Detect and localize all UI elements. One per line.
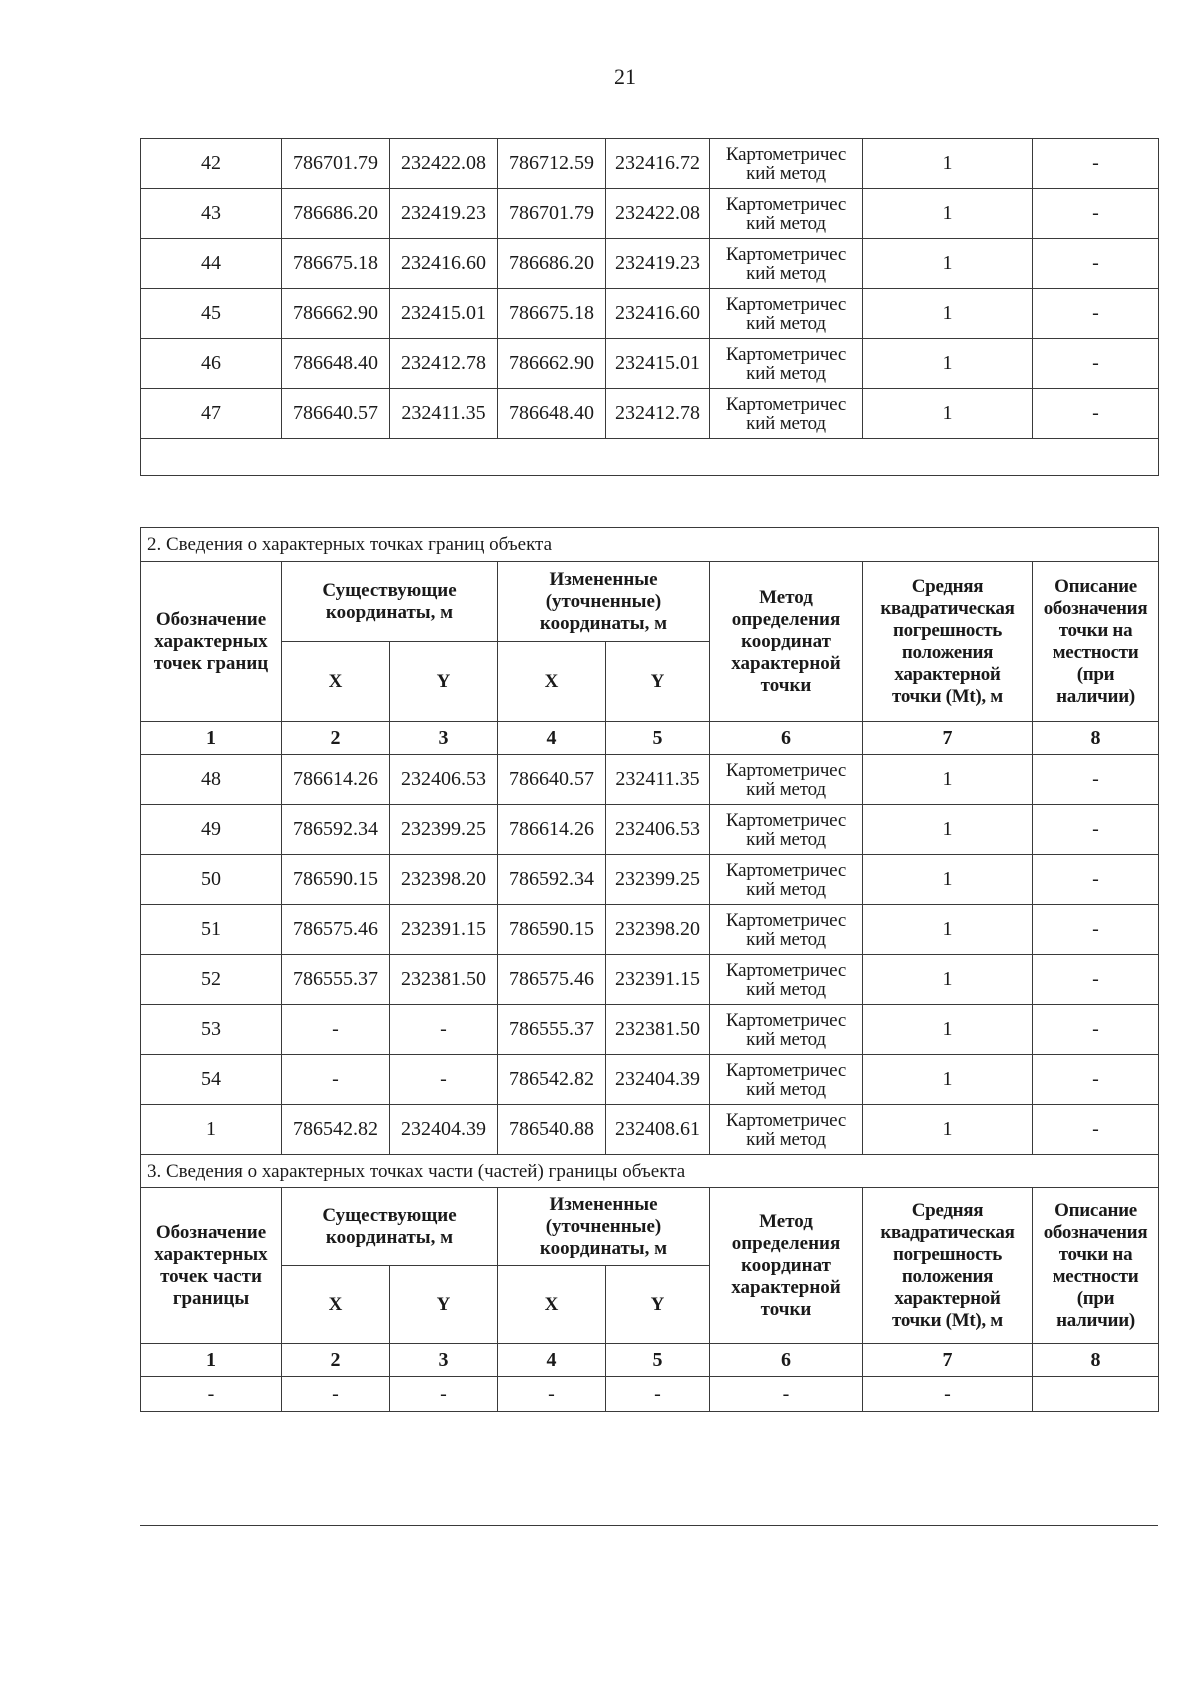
cell-method: Картометричес кий метод	[710, 239, 863, 289]
cell-desc: -	[1033, 1005, 1159, 1055]
header-y-changed: Y	[606, 642, 710, 722]
table-cell: -	[710, 1377, 863, 1412]
cell-point: 45	[141, 289, 282, 339]
cell-desc: -	[1033, 289, 1159, 339]
cell-y-exist: 232412.78	[390, 339, 498, 389]
cell-mt: 1	[863, 755, 1033, 805]
table-cell: -	[863, 1377, 1033, 1412]
header-method: Метод определения координат характерной точки	[710, 1188, 863, 1344]
header-x-existing: X	[282, 642, 390, 722]
cell-point: 54	[141, 1055, 282, 1105]
cell-x-exist: -	[282, 1005, 390, 1055]
header-y-existing: Y	[390, 1266, 498, 1344]
cell-x-exist: 786640.57	[282, 389, 390, 439]
cell-x-new: 786675.18	[498, 289, 606, 339]
cell-x-new: 786640.57	[498, 755, 606, 805]
cell-x-new: 786686.20	[498, 239, 606, 289]
header-description: Описание обозначения точки на местности (при наличии)	[1033, 562, 1159, 722]
header-mean-error: Средняя квадратическая погрешность положения характерной точки (Mt), м	[863, 562, 1033, 722]
cell-y-new: 232416.72	[606, 139, 710, 189]
cell-method: Картометричес кий метод	[710, 189, 863, 239]
cell-point: 46	[141, 339, 282, 389]
cell-method: Картометричес кий метод	[710, 905, 863, 955]
col-number: 2	[282, 1344, 390, 1377]
cell-x-new: 786648.40	[498, 389, 606, 439]
cell-desc: -	[1033, 1055, 1159, 1105]
cell-y-new: 232422.08	[606, 189, 710, 239]
section-3-header-row	[141, 1188, 1159, 1266]
cell-y-exist: 232381.50	[390, 955, 498, 1005]
cell-x-new: 786712.59	[498, 139, 606, 189]
cell-y-new: 232411.35	[606, 755, 710, 805]
header-y-changed: Y	[606, 1266, 710, 1344]
cell-method: Картометричес кий метод	[710, 955, 863, 1005]
table-row	[141, 1055, 1159, 1105]
cell-mt: 1	[863, 389, 1033, 439]
cell-mt: 1	[863, 1105, 1033, 1155]
cell-mt: 1	[863, 1005, 1033, 1055]
table-row	[141, 855, 1159, 905]
cell-method: Картометричес кий метод	[710, 389, 863, 439]
section-2-title-row	[141, 528, 1159, 562]
cell-y-exist: 232416.60	[390, 239, 498, 289]
cell-y-exist: 232411.35	[390, 389, 498, 439]
cell-mt: 1	[863, 189, 1033, 239]
header-changed-coords: Измененные (уточненные) координаты, м	[498, 562, 710, 642]
table-row	[141, 905, 1159, 955]
cell-point: 51	[141, 905, 282, 955]
cell-point: 53	[141, 1005, 282, 1055]
cell-point: 49	[141, 805, 282, 855]
cell-y-new: 232408.61	[606, 1105, 710, 1155]
table-row	[141, 1005, 1159, 1055]
cell-point: 52	[141, 955, 282, 1005]
cell-mt: 1	[863, 1055, 1033, 1105]
table-cell: -	[390, 1377, 498, 1412]
cell-y-exist: 232419.23	[390, 189, 498, 239]
cell-x-exist: 786555.37	[282, 955, 390, 1005]
cell-method: Картометричес кий метод	[710, 1105, 863, 1155]
header-designation-part: Обозначение характерных точек части границы	[141, 1188, 282, 1344]
col-number: 6	[710, 722, 863, 755]
cell-desc: -	[1033, 755, 1159, 805]
cell-y-exist: -	[390, 1055, 498, 1105]
header-x-changed: X	[498, 1266, 606, 1344]
cell-desc: -	[1033, 905, 1159, 955]
cell-x-new: 786555.37	[498, 1005, 606, 1055]
cell-desc: -	[1033, 1105, 1159, 1155]
cell-x-new: 786662.90	[498, 339, 606, 389]
cell-y-new: 232415.01	[606, 339, 710, 389]
cell-x-exist: 786675.18	[282, 239, 390, 289]
cell-y-new: 232412.78	[606, 389, 710, 439]
cell-y-exist: 232406.53	[390, 755, 498, 805]
table-row	[141, 189, 1159, 239]
cell-desc: -	[1033, 189, 1159, 239]
table-row	[141, 1105, 1159, 1155]
cell-x-exist: 786648.40	[282, 339, 390, 389]
cell-mt: 1	[863, 289, 1033, 339]
section-2-column-numbers	[141, 722, 1159, 755]
cell-x-new: 786540.88	[498, 1105, 606, 1155]
cell-y-exist: -	[390, 1005, 498, 1055]
cell-method: Картометричес кий метод	[710, 855, 863, 905]
cell-y-exist: 232404.39	[390, 1105, 498, 1155]
col-number: 1	[141, 1344, 282, 1377]
header-mean-error: Средняя квадратическая погрешность положения характерной точки (Mt), м	[863, 1188, 1033, 1344]
cell-method: Картометричес кий метод	[710, 755, 863, 805]
header-description: Описание обозначения точки на местности (при наличии)	[1033, 1188, 1159, 1344]
cell-y-new: 232391.15	[606, 955, 710, 1005]
cell-method: Картометричес кий метод	[710, 339, 863, 389]
table-cell: -	[498, 1377, 606, 1412]
cell-mt: 1	[863, 239, 1033, 289]
cell-y-new: 232416.60	[606, 289, 710, 339]
section-3-column-numbers	[141, 1344, 1159, 1377]
page-number: 21	[614, 64, 636, 89]
table-cell	[1033, 1377, 1159, 1412]
cell-x-exist: -	[282, 1055, 390, 1105]
cell-point: 43	[141, 189, 282, 239]
cell-desc: -	[1033, 389, 1159, 439]
cell-y-exist: 232422.08	[390, 139, 498, 189]
cell-x-exist: 786590.15	[282, 855, 390, 905]
col-number: 5	[606, 1344, 710, 1377]
table-row	[141, 139, 1159, 189]
col-number: 4	[498, 722, 606, 755]
table-row	[141, 955, 1159, 1005]
cell-x-exist: 786686.20	[282, 189, 390, 239]
cell-x-exist: 786662.90	[282, 289, 390, 339]
bottom-rule	[140, 1525, 1158, 1526]
header-changed-coords: Измененные (уточненные) координаты, м	[498, 1188, 710, 1266]
col-number: 8	[1033, 722, 1159, 755]
cell-desc: -	[1033, 139, 1159, 189]
cell-method: Картометричес кий метод	[710, 289, 863, 339]
table-row	[141, 805, 1159, 855]
header-method: Метод определения координат характерной точки	[710, 562, 863, 722]
cell-mt: 1	[863, 905, 1033, 955]
boundary-points-table	[140, 527, 1159, 1412]
table-cell: -	[282, 1377, 390, 1412]
header-y-existing: Y	[390, 642, 498, 722]
col-number: 5	[606, 722, 710, 755]
section-3-title-row	[141, 1155, 1159, 1188]
cell-x-new: 786614.26	[498, 805, 606, 855]
cell-mt: 1	[863, 855, 1033, 905]
table-cell: -	[141, 1377, 282, 1412]
col-number: 6	[710, 1344, 863, 1377]
cell-mt: 1	[863, 339, 1033, 389]
cell-x-exist: 786701.79	[282, 139, 390, 189]
cell-point: 1	[141, 1105, 282, 1155]
cell-y-new: 232399.25	[606, 855, 710, 905]
coordinates-table-continuation	[140, 138, 1159, 476]
cell-y-exist: 232415.01	[390, 289, 498, 339]
cell-desc: -	[1033, 955, 1159, 1005]
section-2-title: 2. Сведения о характерных точках границ объекта	[141, 528, 1159, 562]
cell-method: Картометричес кий метод	[710, 139, 863, 189]
cell-mt: 1	[863, 805, 1033, 855]
cell-x-exist: 786592.34	[282, 805, 390, 855]
cell-point: 42	[141, 139, 282, 189]
header-x-changed: X	[498, 642, 606, 722]
section-2-header-row	[141, 562, 1159, 642]
col-number: 7	[863, 1344, 1033, 1377]
col-number: 2	[282, 722, 390, 755]
table-cell: -	[606, 1377, 710, 1412]
cell-y-new: 232419.23	[606, 239, 710, 289]
table-row	[141, 339, 1159, 389]
cell-desc: -	[1033, 855, 1159, 905]
cell-x-exist: 786614.26	[282, 755, 390, 805]
table-row	[141, 289, 1159, 339]
cell-y-new: 232406.53	[606, 805, 710, 855]
table-row	[141, 755, 1159, 805]
section-3-data-row	[141, 1377, 1159, 1412]
cell-point: 47	[141, 389, 282, 439]
section-3-title: 3. Сведения о характерных точках части (частей) границы объекта	[141, 1155, 1159, 1188]
cell-point: 50	[141, 855, 282, 905]
col-number: 3	[390, 722, 498, 755]
cell-x-new: 786592.34	[498, 855, 606, 905]
cell-y-exist: 232398.20	[390, 855, 498, 905]
table-row	[141, 239, 1159, 289]
cell-point: 44	[141, 239, 282, 289]
col-number: 3	[390, 1344, 498, 1377]
col-number: 8	[1033, 1344, 1159, 1377]
cell-method: Картометричес кий метод	[710, 805, 863, 855]
empty-row	[141, 439, 1159, 476]
cell-y-new: 232381.50	[606, 1005, 710, 1055]
cell-method: Картометричес кий метод	[710, 1055, 863, 1105]
cell-y-exist: 232391.15	[390, 905, 498, 955]
cell-y-new: 232404.39	[606, 1055, 710, 1105]
col-number: 7	[863, 722, 1033, 755]
cell-point: 48	[141, 755, 282, 805]
cell-mt: 1	[863, 139, 1033, 189]
cell-x-new: 786590.15	[498, 905, 606, 955]
cell-method: Картометричес кий метод	[710, 1005, 863, 1055]
cell-y-exist: 232399.25	[390, 805, 498, 855]
header-x-existing: X	[282, 1266, 390, 1344]
cell-x-new: 786701.79	[498, 189, 606, 239]
col-number: 4	[498, 1344, 606, 1377]
cell-mt: 1	[863, 955, 1033, 1005]
cell-desc: -	[1033, 339, 1159, 389]
cell-desc: -	[1033, 239, 1159, 289]
cell-x-exist: 786575.46	[282, 905, 390, 955]
header-existing-coords: Существующие координаты, м	[282, 562, 498, 642]
cell-desc: -	[1033, 805, 1159, 855]
cell-x-new: 786542.82	[498, 1055, 606, 1105]
table-row	[141, 389, 1159, 439]
col-number: 1	[141, 722, 282, 755]
cell-x-exist: 786542.82	[282, 1105, 390, 1155]
cell-y-new: 232398.20	[606, 905, 710, 955]
cell-x-new: 786575.46	[498, 955, 606, 1005]
header-designation: Обозначение характерных точек границ	[141, 562, 282, 722]
header-existing-coords: Существующие координаты, м	[282, 1188, 498, 1266]
